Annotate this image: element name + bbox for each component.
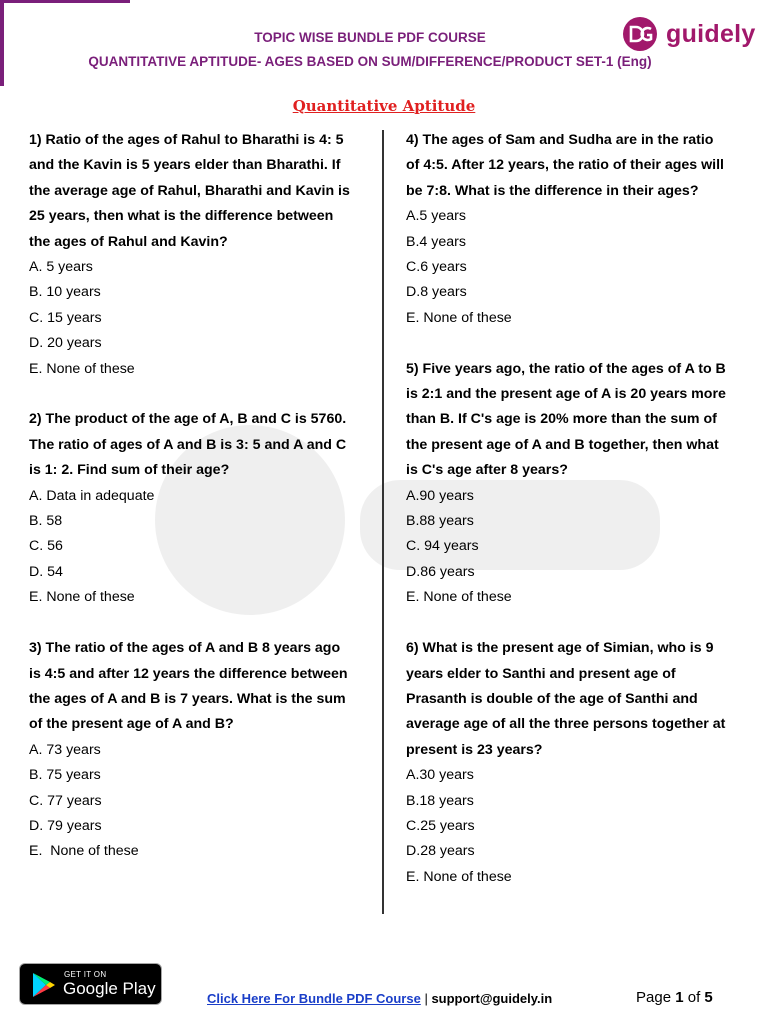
option-text: . 58 — [38, 513, 63, 530]
left-question-column — [29, 128, 369, 865]
column-divider — [382, 130, 384, 914]
question-text-line: is 2:1 and the present age of A is 20 years more — [406, 386, 726, 403]
question-text-line: 3) The ratio of the ages of A and B 8 years ago — [29, 640, 341, 657]
guidely-logo-icon — [622, 16, 660, 52]
option-text: . None of these — [415, 309, 512, 326]
option-letter: A — [406, 208, 416, 225]
google-play-small-text: GET IT ON — [64, 970, 107, 979]
question-spacer — [406, 331, 746, 356]
option-text: .86 years — [416, 563, 475, 580]
guidely-logo[interactable] — [622, 16, 756, 52]
option-text: . 75 years — [38, 767, 101, 784]
option-text: . 10 years — [38, 284, 101, 301]
option-text: .88 years — [415, 513, 474, 530]
option-letter: B — [29, 284, 39, 301]
answer-option — [29, 255, 369, 280]
footer-links — [207, 991, 552, 1006]
question-text-line: 5) Five years ago, the ratio of the ages of A to B — [406, 360, 726, 377]
option-letter: E — [406, 309, 416, 326]
option-letter: B — [29, 513, 39, 530]
option-text: . 73 years — [38, 741, 101, 758]
answer-option — [406, 560, 746, 585]
option-text: . 94 years — [416, 538, 479, 555]
question-text-line: 2) The product of the age of A, B and C is 5760. — [29, 411, 347, 428]
option-letter: E — [406, 868, 416, 885]
option-letter: D — [406, 563, 417, 580]
option-letter: D — [29, 563, 40, 580]
question-text-line: the ages of A and B is 7 years. What is the sum — [29, 690, 346, 707]
option-letter: C — [406, 817, 417, 834]
option-text: .30 years — [415, 767, 474, 784]
option-letter: D — [29, 817, 40, 834]
answer-option — [29, 560, 369, 585]
question-text-line: 25 years, then what is the difference between — [29, 208, 334, 225]
option-text: . 77 years — [39, 792, 102, 809]
corner-accent-horizontal — [0, 0, 130, 3]
option-letter: C — [406, 259, 417, 276]
footer-separator: | — [420, 991, 432, 1006]
option-text: .4 years — [415, 233, 466, 250]
answer-option — [406, 814, 746, 839]
right-question-column — [406, 128, 746, 890]
option-letter: D — [406, 843, 417, 860]
question-text-line: be 7:8. What is the difference in their ages? — [406, 182, 699, 199]
question-text-line: average age of all the three persons together at — [406, 716, 726, 733]
option-text: . None of these — [415, 868, 512, 885]
option-letter: A — [406, 487, 416, 504]
question-text-line: and the Kavin is 5 years elder than Bharathi. If — [29, 157, 341, 174]
option-text: . None of these — [415, 589, 512, 606]
question-text-line: 4) The ages of Sam and Sudha are in the ratio — [406, 132, 714, 148]
google-play-big-text: Google Play — [63, 979, 156, 998]
answer-option — [29, 357, 369, 382]
option-text: .18 years — [415, 792, 474, 809]
option-letter: E — [29, 589, 39, 606]
answer-option — [406, 534, 746, 559]
option-text: .28 years — [416, 843, 475, 860]
answer-option — [406, 204, 746, 229]
option-letter: E — [29, 360, 39, 377]
answer-option — [29, 814, 369, 839]
option-letter: E — [29, 843, 39, 860]
question-spacer — [29, 382, 369, 407]
option-letter: A — [29, 741, 39, 758]
bundle-course-link[interactable]: Click Here For Bundle PDF Course — [207, 991, 421, 1006]
question-text-line: of the present age of A and B? — [29, 716, 234, 733]
option-text: .5 years — [415, 208, 466, 225]
option-letter: C — [29, 309, 40, 326]
question-text-line: the present age of A and B together, then what — [406, 436, 719, 453]
option-letter: B — [29, 767, 39, 784]
option-text: .90 years — [415, 487, 474, 504]
option-letter: B — [406, 513, 416, 530]
answer-option — [29, 484, 369, 509]
option-text: .25 years — [416, 817, 475, 834]
question-text-line: 6) What is the present age of Simian, who is 9 — [406, 640, 714, 657]
page-of: of — [687, 989, 701, 1006]
option-text: . None of these — [38, 360, 135, 377]
answer-option — [406, 280, 746, 305]
option-letter: C — [29, 792, 40, 809]
answer-option — [406, 585, 746, 610]
option-letter: C — [406, 538, 417, 555]
option-text: .6 years — [416, 259, 467, 276]
option-text: . Data in adequate — [38, 487, 155, 504]
question-text-line: Prasanth is double of the age of Santhi and — [406, 690, 698, 707]
option-text: . 15 years — [39, 309, 102, 326]
question-text-line: present is 23 years? — [406, 741, 543, 758]
answer-option — [406, 509, 746, 534]
option-text: . None of these — [38, 589, 135, 606]
answer-option — [29, 585, 369, 610]
answer-option — [29, 331, 369, 356]
question-text-line: 1) Ratio of the ages of Rahul to Bharathi is 4: 5 — [29, 132, 344, 148]
option-letter: B — [406, 233, 416, 250]
header-topic-title: QUANTITATIVE APTITUDE- AGES BASED ON SUM/DIFFERENCE/PRODUCT SET-1 (Eng) — [88, 54, 652, 69]
option-text: .8 years — [416, 284, 467, 301]
question-text-line: is C's age after 8 years? — [406, 462, 568, 479]
question-text-line: is 1: 2. Find sum of their age? — [29, 462, 230, 479]
option-letter: A — [29, 487, 39, 504]
answer-option — [29, 509, 369, 534]
option-letter: D — [29, 335, 40, 352]
answer-option — [406, 839, 746, 864]
question-text-line: the average age of Rahul, Bharathi and Kavin is — [29, 182, 350, 199]
page-word: Page — [636, 989, 672, 1006]
option-text: . 56 — [39, 538, 63, 555]
answer-option — [406, 306, 746, 331]
page-number — [636, 989, 713, 1006]
answer-option — [29, 738, 369, 763]
answer-option — [29, 306, 369, 331]
answer-option — [29, 763, 369, 788]
option-text: . 20 years — [39, 335, 102, 352]
guidely-logo-text: guidely — [666, 19, 756, 48]
page-total: 5 — [704, 989, 713, 1006]
question-spacer — [406, 611, 746, 636]
answer-option — [29, 789, 369, 814]
google-play-badge[interactable] — [19, 963, 162, 1005]
question-spacer — [29, 611, 369, 636]
option-letter: B — [406, 792, 416, 809]
answer-option — [29, 280, 369, 305]
answer-option — [406, 230, 746, 255]
question-text-line: than B. If C's age is 20% more than the sum of — [406, 411, 717, 428]
answer-option — [406, 865, 746, 890]
question-text-line: the ages of Rahul and Kavin? — [29, 233, 228, 250]
header-course-title: TOPIC WISE BUNDLE PDF COURSE — [254, 30, 486, 45]
answer-option — [406, 484, 746, 509]
question-text-line: is 4:5 and after 12 years the difference between — [29, 665, 348, 682]
option-text: . 54 — [39, 563, 63, 580]
answer-option — [406, 763, 746, 788]
google-play-icon — [30, 972, 56, 998]
page-current: 1 — [675, 989, 684, 1006]
option-letter: A — [29, 259, 39, 276]
answer-option — [406, 255, 746, 280]
option-letter: D — [406, 284, 417, 301]
option-text: . 79 years — [39, 817, 102, 834]
question-text-line: of 4:5. After 12 years, the ratio of their ages will — [406, 157, 724, 174]
option-letter: E — [406, 589, 416, 606]
option-letter: C — [29, 538, 40, 555]
answer-option — [29, 839, 369, 864]
answer-option — [406, 789, 746, 814]
section-title: Quantitative Aptitude — [292, 97, 476, 115]
question-text-line: years elder to Santhi and present age of — [406, 665, 676, 682]
support-email[interactable]: support@guidely.in — [431, 991, 553, 1006]
option-letter: A — [406, 767, 416, 784]
option-text: . None of these — [38, 843, 139, 860]
question-text-line: The ratio of ages of A and B is 3: 5 and A and C — [29, 436, 347, 453]
answer-option — [29, 534, 369, 559]
option-text: . 5 years — [38, 259, 93, 276]
